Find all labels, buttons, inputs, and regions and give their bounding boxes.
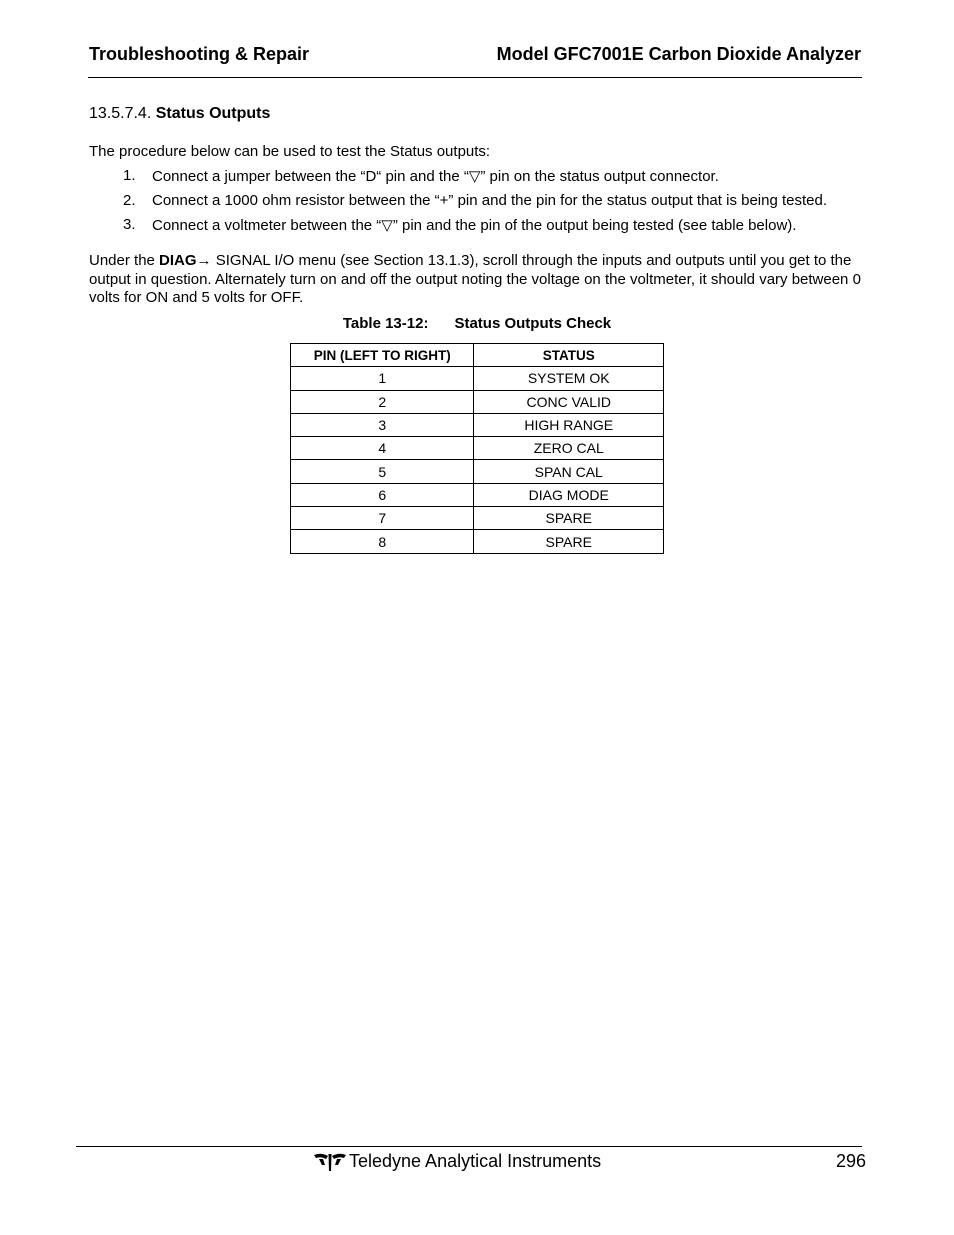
header-chapter-title: Troubleshooting & Repair — [89, 44, 310, 64]
pin-cell: 5 — [291, 460, 474, 483]
intro-text: The procedure below can be used to test the Status outputs: — [89, 143, 491, 160]
table-row — [291, 437, 664, 460]
step-number: 2. — [123, 191, 136, 209]
step-text: Connect a voltmeter between the “▽” pin and the pin of the output being tested (see table below). — [152, 217, 797, 234]
step-text: Connect a 1000 ohm resistor between the “+” pin and the pin for the status output that is being tested. — [152, 191, 828, 209]
status-cell: HIGH RANGE — [474, 413, 664, 436]
table-row — [291, 530, 664, 553]
table-row — [291, 413, 664, 436]
footer-company-name: Teledyne Analytical Instruments — [349, 1151, 602, 1171]
step-number: 3. — [123, 216, 136, 233]
pin-cell: 1 — [291, 367, 474, 390]
table-header-row — [291, 344, 664, 367]
para-prefix: Under the — [89, 252, 160, 269]
column-header-pin: PIN (LEFT TO RIGHT) — [291, 344, 474, 367]
table-row — [291, 460, 664, 483]
status-cell: CONC VALID — [474, 390, 664, 413]
section-title: Status Outputs — [155, 105, 271, 122]
diag-menu-name: DIAG — [159, 252, 197, 269]
status-outputs-table — [290, 343, 664, 554]
footer-divider — [76, 1146, 862, 1147]
page-header — [88, 43, 862, 78]
table-row — [291, 390, 664, 413]
table-caption — [0, 315, 954, 332]
pin-cell: 6 — [291, 483, 474, 506]
pin-cell: 7 — [291, 507, 474, 530]
table-caption-title: Status Outputs Check — [454, 315, 612, 332]
section-heading — [89, 105, 270, 123]
status-cell: ZERO CAL — [474, 437, 664, 460]
footer-brand — [313, 1151, 601, 1172]
status-cell: SPARE — [474, 530, 664, 553]
section-number: 13.5.7.4. — [89, 105, 152, 122]
page-footer — [0, 1151, 954, 1175]
table-row — [291, 367, 664, 390]
diag-instructions-paragraph — [89, 252, 864, 308]
status-cell: DIAG MODE — [474, 483, 664, 506]
teledyne-logo-icon — [313, 1151, 347, 1171]
arrow-icon: → — [196, 252, 212, 269]
column-header-status: STATUS — [474, 344, 664, 367]
status-cell: SPAN CAL — [474, 460, 664, 483]
para-rest: SIGNAL I/O menu (see Section 13.1.3), scroll through the inputs and outputs until you get to the output in question. Alternately turn on and off the output noting the voltage on the voltmeter, it should vary between 0 volts for ON and 5 volts for OFF. — [89, 252, 861, 306]
pin-cell: 4 — [291, 437, 474, 460]
table-caption-label: Table 13-12: — [342, 315, 429, 332]
table-row — [291, 483, 664, 506]
step-text: Connect a jumper between the “D“ pin and the “▽” pin on the status output connector. — [152, 168, 719, 185]
pin-cell: 2 — [291, 390, 474, 413]
header-model-title: Model GFC7001E Carbon Dioxide Analyzer — [496, 44, 861, 64]
pin-cell: 8 — [291, 530, 474, 553]
pin-cell: 3 — [291, 413, 474, 436]
status-cell: SPARE — [474, 507, 664, 530]
status-cell: SYSTEM OK — [474, 367, 664, 390]
table-row — [291, 507, 664, 530]
step-number: 1. — [123, 167, 136, 184]
page-number: 296 — [836, 1151, 867, 1171]
